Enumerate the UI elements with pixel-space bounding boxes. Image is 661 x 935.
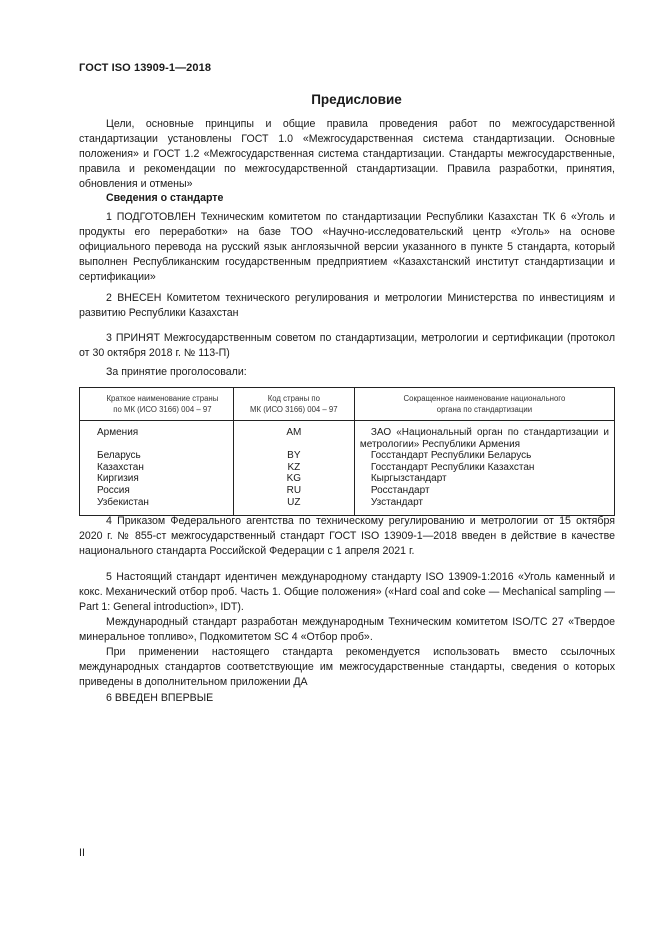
item-5-paragraph: 5 Настоящий стандарт идентичен международному стандарту ISO 13909-1:2016 «Уголь каменный и кокс. Механический отбор проб. Часть 1. Общие положения» («Hard coal and coke — Mechanical sampling — Part 1: General introduction», IDT). <box>79 571 615 613</box>
body-cell: Кыргызстандарт <box>370 473 447 485</box>
intro-paragraph: Цели, основные принципы и общие правила проведения работ по межгосударственной стандартизации установлены ГОСТ 1.0 «Межгосударственная система стандартизации. Основные положения» и ГОСТ 1.2 «Межгосударственная система стандартизации. Стандарты межгосударственные, правила и рекомендации по межгосударственной стандартизации. Правила разработки, принятия, обновления и отмены» <box>79 118 615 190</box>
code-cell: AM <box>286 427 302 438</box>
country-cell: Россия <box>97 484 130 496</box>
table-header-code: Код страны по МК (ИСО 3166) 004 – 97 <box>233 388 354 421</box>
code-cell: BY <box>287 450 301 462</box>
item-2-paragraph: 2 ВНЕСЕН Комитетом технического регулирования и метрологии Министерства по инвестициям и развитию Республики Казахстан <box>79 292 615 319</box>
country-cell: Узбекистан <box>97 496 149 508</box>
body-cell: ЗАО «Национальный орган по стандартизации и метрологии» Республики Армения <box>359 427 609 450</box>
item-6-paragraph: 6 ВВЕДЕН ВПЕРВЫЕ <box>106 692 214 704</box>
body-cell: Госстандарт Республики Казахстан <box>370 461 535 473</box>
country-cell: Беларусь <box>97 450 141 462</box>
table-header-country: Краткое наименование страны по МК (ИСО 3166) 004 – 97 <box>80 388 234 421</box>
body-cell: Госстандарт Республики Беларусь <box>370 450 532 462</box>
item-4-paragraph: 4 Приказом Федерального агентства по техническому регулированию и метрологии от 15 октября 2020 г. № 855-ст межгосударственный стандарт ГОСТ ISO 13909-1—2018 введен в действие в качестве национального стандарта Российской Федерации с 1 апреля 2021 г. <box>79 515 615 557</box>
country-cell: Киргизия <box>97 473 139 485</box>
page-number: II <box>79 847 85 859</box>
table-row <box>80 421 615 516</box>
document-code-header: ГОСТ ISO 13909-1—2018 <box>79 62 212 74</box>
code-cell: KG <box>286 473 302 485</box>
table-header-body: Сокращенное наименование национального органа по стандартизации <box>354 388 614 421</box>
item-5-application-paragraph: При применении настоящего стандарта рекомендуется использовать вместо ссылочных международных стандартов соответствующие им межгосударственные стандарты, сведения о которых приведены в дополнительном приложении ДА <box>79 646 615 688</box>
code-cell: UZ <box>287 496 301 508</box>
country-column <box>80 421 234 516</box>
code-cell: KZ <box>287 461 301 473</box>
country-cell: Казахстан <box>97 461 144 473</box>
body-column <box>354 421 614 516</box>
body-cell: Узстандарт <box>370 496 423 508</box>
page-title <box>0 92 661 107</box>
item-1-paragraph: 1 ПОДГОТОВЛЕН Техническим комитетом по стандартизации Республики Казахстан ТК 6 «Уголь и продукты его переработки» на базе ТОО «Научно-исследовательский центр «Уголь» на основе официального перевода на русский язык англоязычной версии указанного в пункте 5 стандарта, который выполнен Республиканским государственным предприятием «Казахстанский институт стандартизации и сертификации» <box>79 211 615 283</box>
item-3-paragraph: 3 ПРИНЯТ Межгосударственным советом по стандартизации, метрологии и сертификации (протокол от 30 октября 2018 г. № 113-П) <box>79 332 615 359</box>
code-cell: RU <box>286 484 302 496</box>
item-5-international-paragraph: Международный стандарт разработан международным Техническим комитетом ISO/TC 27 «Твердое минеральное топливо», Подкомитетом SC 4 «Отбор проб». <box>79 616 615 643</box>
voted-label: За принятие проголосовали: <box>106 366 247 378</box>
code-column <box>233 421 354 516</box>
country-cell: Армения <box>97 427 139 438</box>
voting-table <box>79 387 615 516</box>
section-heading: Сведения о стандарте <box>106 192 224 204</box>
page-title-text: Предисловие <box>311 92 402 107</box>
body-cell: Росстандарт <box>370 484 430 496</box>
